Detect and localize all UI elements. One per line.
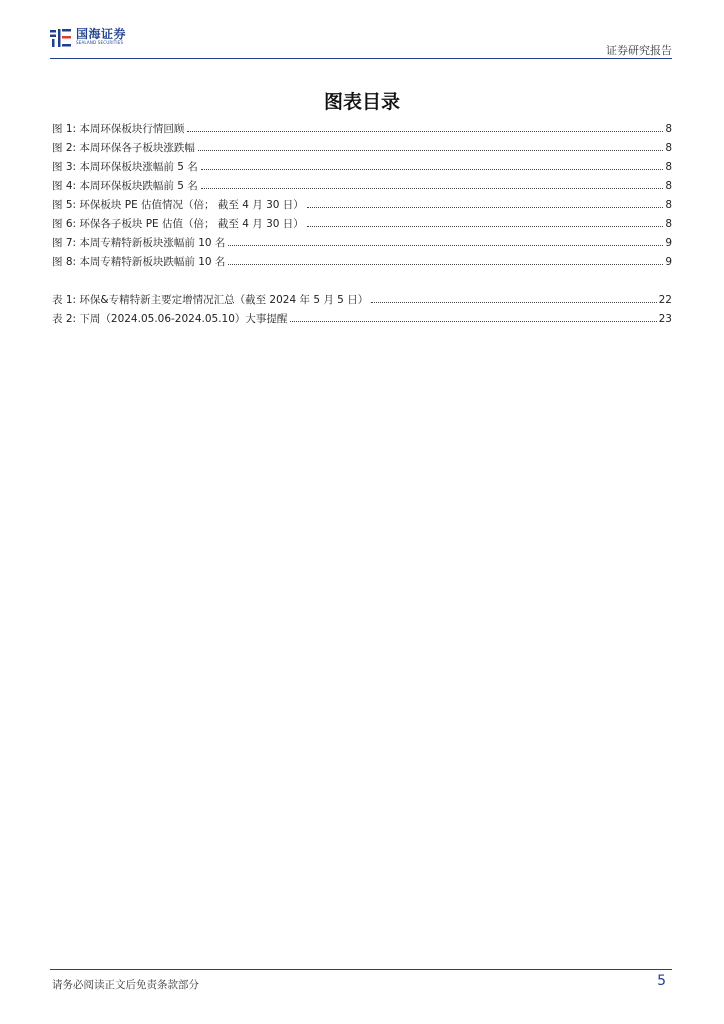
logo-chinese-name: 国海证券 [76, 27, 127, 41]
figure-entry-label: 图 2: 本周环保各子板块涨跌幅 [52, 142, 195, 154]
dot-leader [307, 226, 664, 227]
figure-entry[interactable] [52, 140, 672, 159]
figure-entry[interactable] [52, 121, 672, 140]
figure-entry-page: 8 [665, 180, 672, 192]
dot-leader [228, 245, 663, 246]
dot-leader [228, 264, 663, 265]
figure-entry-label: 图 6: 环保各子板块 PE 估值（倍； 截至 4 月 30 日） [52, 218, 304, 230]
logo-english-name: SEALAND SECURITIES [76, 40, 124, 45]
figure-entry-label: 图 5: 环保板块 PE 估值情况（倍； 截至 4 月 30 日） [52, 199, 304, 211]
figure-entry[interactable] [52, 159, 672, 178]
figure-entry-label: 图 8: 本周专精特新板块跌幅前 10 名 [52, 256, 226, 268]
table-entry-label: 表 2: 下周（2024.05.06-2024.05.10）大事提醒 [52, 313, 288, 325]
figure-entry-page: 8 [665, 218, 672, 230]
dot-leader [307, 207, 664, 208]
figure-entry-page: 8 [665, 142, 672, 154]
figure-entry[interactable] [52, 216, 672, 235]
table-entry-page: 23 [658, 313, 672, 325]
table-list [52, 292, 672, 330]
figure-entry-page: 9 [665, 256, 672, 268]
dot-leader [371, 302, 656, 303]
dot-leader [187, 131, 663, 132]
toc-title: 图表目录 [323, 91, 400, 113]
table-entry-page: 22 [658, 294, 672, 306]
figure-list [52, 121, 672, 273]
page-number: 5 [657, 973, 666, 989]
table-entry-label: 表 1: 环保&专精特新主要定增情况汇总（截至 2024 年 5 月 5 日） [52, 294, 369, 306]
dot-leader [201, 169, 664, 170]
figure-entry-page: 8 [665, 161, 672, 173]
page-header [50, 28, 672, 58]
dot-leader [290, 321, 656, 322]
dot-leader [198, 150, 663, 151]
footer-disclaimer: 请务必阅读正文后免责条款部分 [52, 979, 199, 991]
figure-entry-label: 图 7: 本周专精特新板块涨幅前 10 名 [52, 237, 226, 249]
report-type-label: 证券研究报告 [606, 44, 672, 57]
company-logo [50, 28, 126, 48]
figure-entry-label: 图 1: 本周环保板块行情回顾 [52, 123, 185, 135]
figure-entry[interactable] [52, 254, 672, 273]
footer-divider [50, 969, 672, 970]
table-entry[interactable] [52, 292, 672, 311]
table-entry[interactable] [52, 311, 672, 330]
figure-entry-page: 8 [665, 199, 672, 211]
figure-entry[interactable] [52, 178, 672, 197]
figure-entry-label: 图 4: 本周环保板块跌幅前 5 名 [52, 180, 198, 192]
figure-entry-page: 8 [665, 123, 672, 135]
figure-entry-label: 图 3: 本周环保板块涨幅前 5 名 [52, 161, 198, 173]
header-divider [50, 58, 672, 59]
dot-leader [201, 188, 664, 189]
figure-entry[interactable] [52, 235, 672, 254]
figure-entry-page: 9 [665, 237, 672, 249]
sealand-logo-icon [50, 28, 72, 48]
figure-entry[interactable] [52, 197, 672, 216]
